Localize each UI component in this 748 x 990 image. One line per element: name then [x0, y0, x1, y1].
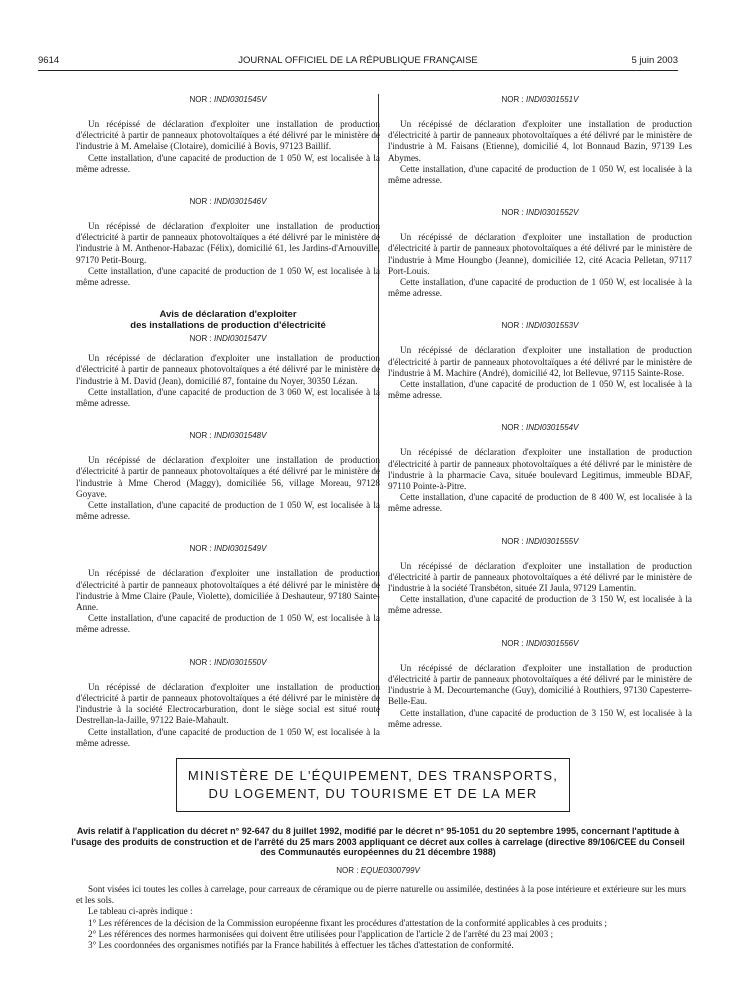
notice-text: Un récépissé de déclaration d'exploiter une installation de production d'électricité à partir de panneaux photovoltaïques a été délivré par le ministère de l'industrie à M. David (Jean), domicilié 87, fontaine du Noyer, 30350 Lézan. [76, 353, 380, 386]
notice-text: Un récépissé de déclaration d'exploiter une installation de production d'électricité à partir de panneaux photovoltaïques a été délivré par le ministère de l'industrie à M. Faisans (Etienne), domicilié 4, lot Bonnaud Bazin, 97139 Les Abymes. [388, 119, 692, 163]
notice-entry [76, 353, 380, 409]
nor-line [388, 422, 692, 434]
notice-capacity: Cette installation, d'une capacité de production de 1 050 W, est localisée à la même adresse. [76, 726, 380, 748]
avis-body [76, 884, 686, 951]
nor-line [76, 657, 380, 669]
nor-line [388, 638, 692, 650]
entry-gap [388, 401, 692, 422]
notice-capacity: Cette installation, d'une capacité de production de 3 060 W, est localisée à la même adresse. [76, 386, 380, 409]
nor-label: NOR : [189, 657, 214, 667]
entry-gap [76, 175, 380, 196]
nor-code: INDI0301552V [525, 208, 579, 218]
nor-line [388, 207, 692, 219]
notice-text: Un récépissé de déclaration d'exploiter une installation de production d'électricité à partir de panneaux photovoltaïques a été délivré par le ministère de l'industrie à la pharmacie Cava, située boulevard Legitimus, immeuble BDAF, 97110 Pointe-à-Pitre. [388, 447, 692, 492]
nor-line [76, 543, 380, 555]
entry-gap [388, 299, 692, 320]
notice-capacity: Cette installation, d'une capacité de production de 1 050 W, est localisée à la même adresse. [76, 265, 380, 288]
notice-capacity: Cette installation, d'une capacité de production de 1 050 W, est localisée à la même adresse. [76, 613, 380, 635]
avis-title: Avis relatif à l'application du décret n° 92-647 du 8 juillet 1992, modifié par le décret n° 95-1051 du 20 septembre 1995, concernant l'aptitude à l'usage des produits de construction et de l'arrêté du 25 mars 2003 appliquant ce décret aux colles à carrelage (directive 89/106/CEE du Conseil des Communautés européennes du 21 décembre 1988) [71, 826, 685, 857]
avis-nor [70, 866, 686, 875]
ministry-box [176, 758, 570, 812]
avis-paragraph: Sont visées ici toutes les colles à carrelage, pour carreaux de céramique ou de pierre naturelle ou assimilée, destinées à la pose intérieure et extérieure sur les murs et les sols. [76, 884, 686, 906]
nor-code: INDI0301550V [213, 657, 267, 667]
avis-paragraph: 3° Les coordonnées des organismes notifiés par la France habilités à effectuer les tâches d'attestation de conformité. [88, 940, 514, 951]
nor-line [76, 196, 380, 208]
notice-capacity: Cette installation, d'une capacité de production de 1 050 W, est localisée à la même adresse. [76, 152, 380, 174]
notice-capacity: Cette installation, d'une capacité de production de 1 050 W, est localisée à la même adresse. [388, 379, 692, 401]
nor-line [76, 333, 380, 345]
notice-text: Un récépissé de déclaration d'exploiter une installation de production d'électricité à partir de panneaux photovoltaïques a été délivré par le ministère de l'industrie à Mme Cherod (Maggy), domiciliée 56, village Moreau, 97128 Goyave. [76, 455, 380, 499]
nor-code: INDI0301547V [213, 334, 267, 344]
notice-text: Un récépissé de déclaration d'exploiter une installation de production d'électricité à partir de panneaux photovoltaïques a été délivré par le ministère de l'industrie à M. Machire (André), domicilié 42, lot Bellevue, 97115 Sainte-Rose. [388, 345, 692, 378]
nor-code: INDI0301556V [525, 638, 579, 648]
notice-entry [388, 561, 692, 617]
avis-paragraph: Le tableau ci-après indique : [88, 906, 193, 917]
nor-line [388, 320, 692, 332]
nor-label: NOR : [501, 95, 526, 104]
nor-code: INDI0301551V [525, 95, 579, 104]
entry-gap [76, 636, 380, 657]
nor-line [388, 536, 692, 548]
nor-label: NOR : [189, 544, 214, 554]
notice-entry [388, 447, 692, 514]
nor-code: INDI0301555V [525, 536, 579, 546]
notice-text: Un récépissé de déclaration d'exploiter une installation de production d'électricité à partir de panneaux photovoltaïques a été délivré par le ministère de l'industrie à M. Anthenor-Habazac (Félix), domicilié 61, les Jardins-d'Arnouville, 97170 Petit-Bourg. [76, 221, 380, 265]
nor-label: NOR : [501, 321, 526, 331]
nor-label: NOR : [336, 866, 359, 875]
notice-capacity: Cette installation, d'une capacité de production de 1 050 W, est localisée à la même adresse. [388, 163, 692, 186]
nor-code: INDI0301545V [213, 95, 267, 104]
nor-label: NOR : [189, 197, 214, 207]
entry-gap [76, 522, 380, 543]
avis-paragraph: 1° Les références de la décision de la Commission européenne fixant les procédures d'attestation de la conformité applicables à ces produits ; [88, 917, 607, 928]
notice-entry [388, 345, 692, 401]
entry-gap [76, 288, 380, 309]
notice-entry [76, 221, 380, 288]
journal-title: JOURNAL OFFICIEL DE LA RÉPUBLIQUE FRANÇAISE [238, 55, 478, 66]
nor-line [76, 430, 380, 442]
notice-capacity: Cette installation, d'une capacité de production de 3 150 W, est localisée à la même adresse. [388, 594, 692, 616]
entry-gap [76, 409, 380, 430]
notice-entry [76, 568, 380, 635]
nor-label: NOR : [501, 536, 526, 546]
nor-code: INDI0301548V [213, 431, 267, 441]
left-column [76, 94, 380, 749]
notice-capacity: Cette installation, d'une capacité de production de 1 050 W, est localisée à la même adresse. [76, 500, 380, 522]
section-title [76, 309, 380, 331]
notice-entry [76, 455, 380, 522]
nor-label: NOR : [189, 431, 214, 441]
notice-capacity: Cette installation, d'une capacité de production de 3 150 W, est localisée à la même adresse. [388, 707, 692, 729]
nor-label: NOR : [501, 208, 526, 218]
nor-code: INDI0301546V [213, 197, 267, 207]
notice-text: Un récépissé de déclaration d'exploiter une installation de production d'électricité à partir de panneaux photovoltaïques a été délivré par le ministère de l'industrie à la société Transbéton, située ZI Jaula, 97129 Lamentin. [388, 560, 692, 594]
nor-code: INDI0301553V [525, 321, 579, 331]
nor-code: EQUE0300799V [360, 866, 420, 875]
right-column [388, 94, 692, 730]
nor-line [76, 94, 380, 106]
page-header [38, 55, 678, 69]
notice-entry [76, 682, 380, 749]
avis-paragraph: 2° Les références des normes harmonisées qui doivent être utilisées pour l'application de l'article 2 de l'arrêté du 23 mai 2003 ; [88, 928, 554, 939]
notice-capacity: Cette installation, d'une capacité de production de 1 050 W, est localisée à la même adresse. [388, 277, 692, 299]
section-title-line1: Avis de déclaration d'exploiter [159, 309, 297, 321]
notice-entry [388, 232, 692, 299]
notice-entry [388, 663, 692, 730]
notice-capacity: Cette installation, d'une capacité de production de 8 400 W, est localisée à la même adresse. [388, 492, 692, 514]
entry-gap [388, 515, 692, 536]
notice-entry [388, 119, 692, 186]
nor-code: INDI0301554V [525, 423, 579, 433]
notice-text: Un récépissé de déclaration d'exploiter une installation de production d'électricité à partir de panneaux photovoltaïques a été délivré par le ministère de l'industrie à M. Amelaïse (Clotaire), domicilié à Bovis, 97123 Baillif. [76, 119, 380, 152]
nor-line [388, 94, 692, 106]
notice-text: Un récépissé de déclaration d'exploiter une installation de production d'électricité à partir de panneaux photovoltaïques a été délivré par le ministère de l'industrie à la société Electrocarburation, dont le siège social est situé route Destrellan-la-Jaille, 97122 Baie-Mahault. [76, 681, 380, 726]
entry-gap [388, 186, 692, 207]
notice-text: Un récépissé de déclaration d'exploiter une installation de production d'électricité à partir de panneaux photovoltaïques a été délivré par le ministère de l'industrie à M. Decourtemanche (Guy), domicilié à Routhiers, 97130 Capesterre-Belle-Eau. [388, 662, 692, 707]
nor-label: NOR : [501, 423, 526, 433]
nor-code: INDI0301549V [213, 544, 267, 554]
ministry-line2: DU LOGEMENT, DU TOURISME ET DE LA MER [208, 786, 538, 801]
header-rule [38, 70, 678, 71]
notice-text: Un récépissé de déclaration d'exploiter une installation de production d'électricité à partir de panneaux photovoltaïques a été délivré par le ministère de l'industrie à Mme Houngbo (Jeanne), domiciliée 12, cité Acacia Pelletan, 97117 Port-Louis. [388, 232, 692, 276]
section-title-line2: des installations de production d'électricité [130, 320, 326, 332]
notice-text: Un récépissé de déclaration d'exploiter une installation de production d'électricité à partir de panneaux photovoltaïques a été délivré par le ministère de l'industrie à Mme Claire (Paule, Violette), domiciliée à Deshauteur, 97180 Sainte-Anne. [76, 568, 380, 613]
entry-gap [388, 617, 692, 638]
nor-label: NOR : [501, 638, 526, 648]
ministry-line1: MINISTÈRE DE L'ÉQUIPEMENT, DES TRANSPORTS, [187, 768, 559, 783]
publication-date: 5 juin 2003 [631, 55, 678, 66]
page-number: 9614 [38, 55, 60, 66]
notice-entry [76, 119, 380, 175]
nor-label: NOR : [189, 334, 214, 344]
nor-label: NOR : [189, 95, 214, 104]
